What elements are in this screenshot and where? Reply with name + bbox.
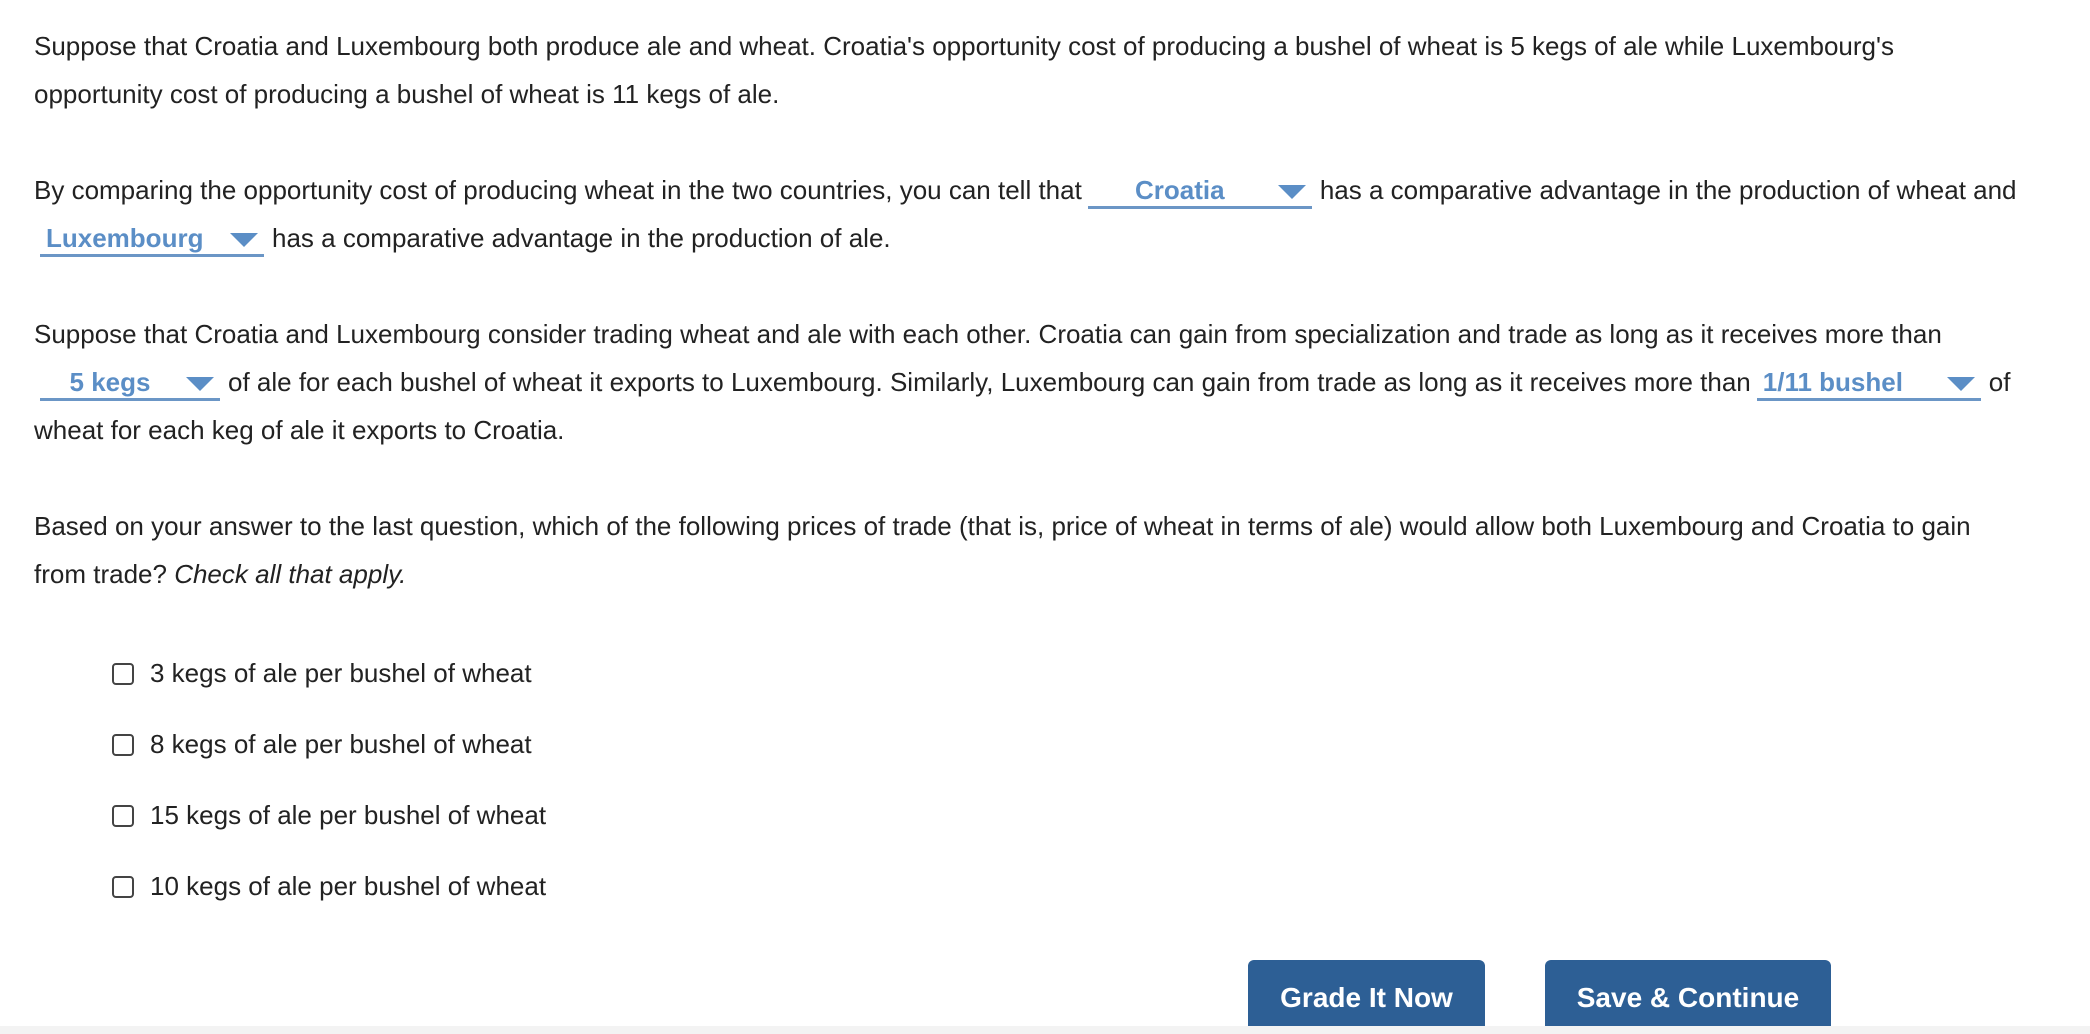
option-checkbox[interactable]	[112, 734, 134, 756]
comparative-text-2: has a comparative advantage in the production of wheat and	[1319, 175, 2017, 205]
prices-prompt: Based on your answer to the last question, which of the following prices of trade (that is, price of wheat in terms of ale) would allow both Luxembourg and Croatia to gain from trade?	[34, 511, 1971, 589]
prices-instruction: Check all that apply.	[174, 559, 407, 589]
option-checkbox[interactable]	[112, 876, 134, 898]
trade-paragraph	[34, 310, 2024, 454]
option-label: 15 kegs of ale per bushel of wheat	[150, 800, 547, 830]
comparative-text-3: has a comparative advantage in the production of ale.	[272, 223, 891, 253]
wheat-advantage-value: Croatia	[1135, 175, 1225, 205]
trade-text-1: Suppose that Croatia and Luxembourg consider trading wheat and ale with each other. Croatia can gain from specialization and trade as long as it receives more than	[34, 319, 1942, 349]
chevron-down-icon	[1278, 185, 1306, 199]
prices-paragraph	[34, 502, 2024, 598]
option-checkbox[interactable]	[112, 805, 134, 827]
grade-it-now-button[interactable]: Grade It Now	[1248, 960, 1485, 1034]
wheat-advantage-dropdown[interactable]	[1088, 173, 1312, 209]
luxembourg-min-price-value: 1/11 bushel	[1762, 367, 1903, 397]
luxembourg-min-price-dropdown[interactable]	[1757, 365, 1981, 401]
price-options-list	[112, 638, 546, 922]
page-bottom-edge	[0, 1026, 2090, 1034]
chevron-down-icon	[186, 377, 214, 391]
chevron-down-icon	[1947, 377, 1975, 391]
price-option[interactable]	[112, 851, 546, 922]
comparative-text-1: By comparing the opportunity cost of producing wheat in the two countries, you can tell that	[34, 175, 1082, 205]
croatia-min-price-dropdown[interactable]	[40, 365, 220, 401]
croatia-min-price-value: 5 kegs	[69, 367, 151, 397]
trade-text-2: of ale for each bushel of wheat it exports to Luxembourg. Similarly, Luxembourg can gain from trade as long as it receives more than	[228, 367, 1751, 397]
trade-text-3: of wheat for each keg of ale it exports to Croatia.	[34, 367, 2011, 445]
price-option[interactable]	[112, 638, 546, 709]
intro-text: Suppose that Croatia and Luxembourg both produce ale and wheat. Croatia's opportunity cost of producing a bushel of wheat is 5 kegs of ale while Luxembourg's opportunity cost of producing a bushel of wheat is 11 kegs of ale.	[34, 31, 1894, 109]
option-checkbox[interactable]	[112, 663, 134, 685]
intro-paragraph	[34, 22, 2024, 118]
chevron-down-icon	[230, 233, 258, 247]
comparative-advantage-paragraph	[34, 166, 2024, 262]
question-content	[34, 22, 2024, 598]
save-and-continue-button[interactable]: Save & Continue	[1545, 960, 1831, 1034]
price-option[interactable]	[112, 780, 546, 851]
ale-advantage-dropdown[interactable]	[40, 221, 264, 257]
option-label: 10 kegs of ale per bushel of wheat	[150, 871, 547, 901]
option-label: 3 kegs of ale per bushel of wheat	[150, 658, 532, 688]
price-option[interactable]	[112, 709, 546, 780]
ale-advantage-value: Luxembourg	[46, 223, 204, 253]
option-label: 8 kegs of ale per bushel of wheat	[150, 729, 532, 759]
